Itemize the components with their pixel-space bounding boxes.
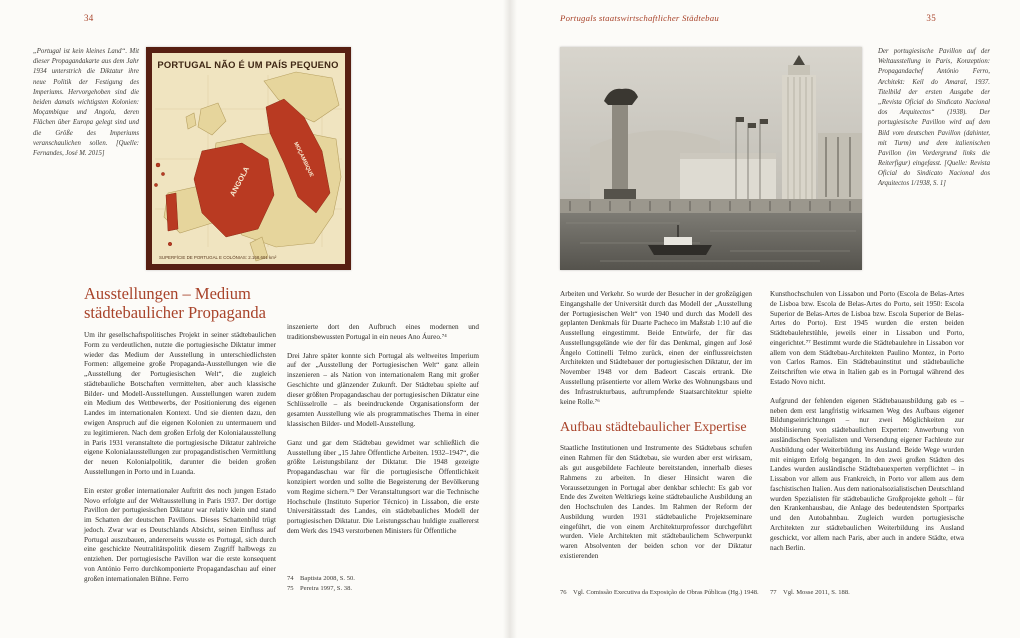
photo-right-building [818,133,862,201]
footnote-text: Baptista 2008, S. 50. [300,575,355,582]
map-margin-caption: „Portugal ist kein kleines Land“. Mit dieser Propagandakarte aus dem Jahr 1934 unterstrich die Diktatur ihre neue Politik der Festigung des Imperiums. Hervorgehoben sind die beiden damals wichtigsten Kolonien: Moçambique und Angola, deren Flächen über Europa gelegt sind und die Größe des Imperiums veranschaulichen sollen. [Quelle: Fernandes, José M. 2015] [33,48,139,157]
map-label-mocambique: MOÇAMBIQUE [292,141,315,179]
footnote-text: Pereira 1997, S. 38. [300,584,353,592]
page-number-right: 35 [926,13,936,23]
running-header: Portugals staatswirtschaftlicher Städtebau [560,13,719,23]
pavilion-photo-figure [560,47,862,270]
propaganda-map-figure [146,47,351,270]
map-title: PORTUGAL NÃO É UM PAÍS PEQUENO [157,59,339,70]
body-paragraph: Ganz und gar dem Städtebau gewidmet war schließlich die Ausstellung über „15 Jahre Öffentliche Arbeiten. 1932–1947“, die größte Leistungsbilanz der Diktatur. Die 1948 gezeigte Propagandaschau war für die portugiesische Öffentlichkeit konzipiert worden und sollte die Begeisterung der Bevölkerung vom Regime sichern.⁷⁵ Der Veranstaltungsort war die Technische Hochschule (Instituto Superior Técnico) in Lissabon, die erste Universitätsstadt des Landes, ein städtebauliches Modell der portugiesischen Diktatur. Die Leistungsschau huldigte zuallererst dem Werk des 1943 verstorbenen Ministers für Öffentliche [287,438,479,535]
body-paragraph: Ein erster großer internationaler Auftritt des noch jungen Estado Novo erfolgte auf der Weltausstellung in Paris 1937. Der dortige Pavillon der portugiesischen Diktatur war relativ klein und stand im Schatten der deutschen Pavillons. Dieses Schattenbild trügt jedoch. Zwar war es Deutschlands Absicht, seinen Einfluss auf Portugal auszubauen, andererseits wusste es Portugal, sich durch eine geschickte Neutralitätspolitik diesem Zugriff halbwegs zu entziehen. Der portugiesische Pavillon war die erste konsequent von António Ferro durchkomponierte Propagandaschau auf einer großen internationalen Bühne. Ferro [84,486,276,583]
body-paragraph: Um ihr gesellschaftspolitisches Projekt in seiner städtebaulichen Form zu verdeutlichen, nutzte die portugiesische Diktatur immer wieder das Medium der Ausstellung in unterschiedlichsten Formen: allgemeine große Propaganda-Ausstellungen wie die „Ausstellung der Portugiesischen Welt“, die zugleich städtebauliche Botschaften vermittelten, aber auch klassische Bilder- und Modell-Ausstellungen. Ausstellungen waren zudem ein Medium des Wettbewerbs, der Positionierung des eigenen Landes im internationalen Kontext. Und sie dienten dazu, den ewigen Anspruch auf die eigenen Kolonien zu untermauern und zu legitimieren. Nach dem großen Erfolg der Kolonialausstellung in Paris 1931 veranstaltete die portugiesische Diktatur zahlreiche eigene Kolonialausstellungen zur propagandistischen Vermittlung der neuen Kolonialpolitik, darunter die beiden großen Ausstellungen in Porto und in Luanda. [84,331,276,476]
body-paragraph: Drei Jahre später konnte sich Portugal als weltweites Imperium auf der „Ausstellung der Portugiesischen Welt“ ganz allein inszenieren – als Nation von internationalem Rang mit großer Geschichte und glänzender Zukunft. Der Städtebau spielte auf dieser größten Propagandaschau der portugiesischen Diktatur eine Schlüsselrolle – als beeindruckende Organisationsform der gesamten Ausstellung wie als programmatisches Thema in einer klassischen Bilder- und Modell-Ausstellung. [287,351,479,429]
map-note: SUPERFÍCIE DE PORTUGAL E COLÓNIAS: 2.168.691 km² [159,255,277,260]
footnote [560,588,759,598]
body-paragraph: inszenierte dort den Aufbruch eines modernen und traditionsbewussten Portugal in ein neues Ano Áureo.⁷⁴ [287,323,479,341]
footnote-text: Vgl. Comissão Executiva da Exposição de Obras Públicas (Hg.) 1948. [573,589,759,596]
section-heading-expertise: Aufbau städtebaulicher Expertise [560,420,747,436]
footnotes-left-page [287,574,479,594]
footnote-text: Vgl. Mosse 2011, S. 188. [783,589,850,596]
photo-german-pavilion-tower [782,55,816,201]
footnote-number: 76 [560,589,567,596]
left-page-column-1 [84,331,276,585]
right-page-column-2 [770,290,964,553]
left-page-column-2 [287,323,479,537]
page-number-left: 34 [84,13,94,23]
photo-embankment [560,199,862,213]
body-paragraph: Staatliche Institutionen und Instrumente des Städtebaus schufen einen Rahmen für den Städtebau, sie wurden aber erst wirksam, als gut ausgebildete Fachleute bereitstanden, innerhalb dieses Rahmens zu arbeiten. In dieser Hinsicht waren die Voraussetzungen in Portugal aber denkbar schlecht: Es gab vor Ende des Zweiten Weltkriegs keine städtebauliche Ausbildung an den Hochschulen des Landes. Im Rahmen der Reform der Ausbildung wurden 1931 städtebauliche Projektseminare eingeführt, die von einem Architekturprofessor durchgeführt wurden. Viele Architekten mit städtebaulichem Schwerpunkt waren Absolventen der beiden schon vor der Diktatur existierenden [560,444,752,560]
photo-margin-caption: Der portugiesische Pavillon auf der Weltausstellung in Paris, Konzeption: Propagandachef António Ferro, Architekt: Keil do Amaral, 1937. Titelbild der ersten Ausgabe der „Revista Oficial do Sindicato Nacional dos Arquitectos“ (1938). Der portugiesische Pavillon wird auf dem Bild vom deutschen Pavillon (dahinter, mit Turm) und dem italienischen Pavillon (im Vordergrund links die Reiterfigur) eingefasst. [Quelle: Revista Oficial do Sindicato Nacional dos Arquitectos 1/1938, S. 1] [878,48,990,188]
photo-river [560,213,862,270]
propaganda-map-image [146,47,351,270]
footnote [287,574,479,584]
section-heading-ausstellungen: Ausstellungen – Medium städtebaulicher Propaganda [84,284,266,323]
body-paragraph: Kunsthochschulen von Lissabon und Porto (Escola de Belas-Artes de Lisboa bzw. Escola de Belas-Artes do Porto, seit 1950: Escola Superior de Belas-Artes de Lisboa bzw. Escola Superior de Belas-Artes do Porto). Erst 1945 wurden die ersten beiden Städtebaulehrstühle, jeweils einer in Lissabon und Porto, eingerichtet.⁷⁷ Bestimmt wurde die Städtebaulehre in Lissabon vor allem von dem Städtebau-Architekten Paulino Montez, in Porto von Carlos Ramos. Ein Städtebauinstitut und städtebauliche Zeitschriften wie etwa in Italien gab es in Portugal während des Estado Novo nicht. [770,290,964,387]
map-label-angola: ANGOLA [227,165,252,198]
footnote [287,584,479,594]
footnote-number: 75 [287,584,294,592]
right-page-column-1 [560,290,752,562]
footnote-number: 77 [770,589,777,596]
pavilion-photo-image [560,47,862,270]
photo-portuguese-pavilion [680,153,776,201]
body-paragraph: Arbeiten und Verkehr. So wurde der Besucher in der großzügigen Eingangshalle der Universität durch das Modell der „Ausstellung der Portugiesischen Welt“ von 1940 und durch das Modell des geplanten Denkmals für Duarte Pacheco im Maßstab 1:10 auf die Ausstellung eingestimmt. Beide Entwürfe, der für das Ausstellungsgelände wie der für das Denkmal, gingen auf José Ângelo Cottinelli Telmo zurück, einen der einflussreichsten Architekten und Städtebauer der portugiesischen Diktatur, der im November 1948 vor dem Badeort Cascais ertrank. Die Ausstellung präsentierte vor allem Werke des Wohnungsbaus und des Infrastrukturbaus, auftrumpfende Staatsarchitektur spielte keine Rolle.⁷⁶ [560,290,752,406]
photo-pavilion-cornice [680,153,776,159]
footnote-number: 74 [287,575,294,582]
footnote [770,588,850,598]
page-right [510,0,1020,638]
body-paragraph: Aufgrund der fehlenden eigenen Städtebauausbildung gab es – neben dem erst langfristig wirksamen Weg des Aufbaus eigener Bildungseinrichtungen – nur zwei Möglichkeiten zur Mobilisierung von städtebaulichen Experten: Anwerbung von ausländischen Spezialisten und Versendung eigener Fachleute zur Ausbildung oder Weiterbildung ins Ausland. Beide Wege wurden mit einigem Erfolg begangen. In den zwei großen Städten des Landes wurden ausländische Städtebauexperten verpflichtet – in Lissabon vor allem aus Frankreich, in Porto vor allem aus dem faschistischen Italien. Aus dem nationalsozialistischen Deutschland wurden Spezialisten für städtebauliche Großprojekte geholt – für den Krankenhausbau, die Anlage des bedeutendsten Sportparks und den Autobahnbau. Zugleich wurden portugiesische Architekten zur städtebaulichen Weiterbildung ins Ausland geschickt, vor allem nach Paris, aber auch in andere Städte, etwa nach Berlin. [770,396,965,552]
